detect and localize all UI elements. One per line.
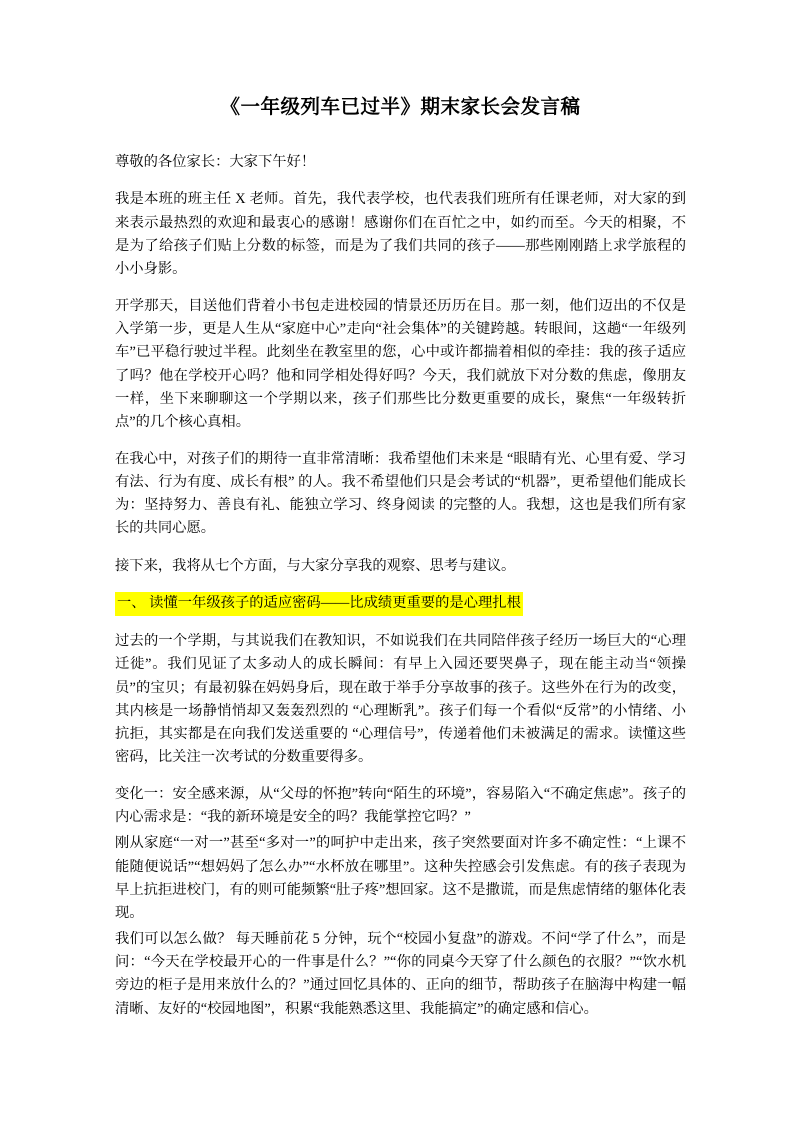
- paragraph-change-one-detail: 刚从家庭“一对一”甚至“多对一”的呵护中走出来，孩子突然要面对许多不确定性：“上课不能随便说话”“想妈妈了怎么办”“水杯放在哪里”。这种失控感会引发焦虑。有的孩子表现为早上抗拒进校门，有的则可能频繁“肚子疼”想回家。这不是撒谎，而是焦虑情绪的躯体化表现。: [115, 835, 686, 921]
- page-title: 《一年级列车已过半》期末家长会发言稿: [220, 97, 581, 118]
- paragraph-greeting: 尊敬的各位家长：大家下午好！: [115, 154, 316, 171]
- paragraph-outline: 接下来，我将从七个方面，与大家分享我的观察、思考与建议。: [115, 557, 516, 574]
- paragraph-intro: 我是本班的班主任 X 老师。首先，我代表学校，也代表我们班所有任课老师，对大家的到来表示最热烈的欢迎和最衷心的感谢！感谢你们在百忙之中，如约而至。今天的相聚，不是为了给孩子们贴上分数的标签，而是为了我们共同的孩子——那些刚刚踏上求学旅程的小小身影。: [115, 191, 686, 277]
- sub-block-change-one: [115, 783, 686, 1021]
- paragraph-change-one-title: 变化一：安全感来源，从“父母的怀抱”转向“陌生的环境”，容易陷入“不确定焦虑”。孩子的内心需求是：“我的新环境是安全的吗？我能掌控它吗？”: [115, 786, 686, 826]
- paragraph-semester-review: 开学那天，目送他们背着小书包走进校园的情景还历历在目。那一刻，他们迈出的不仅是入学第一步，更是人生从“家庭中心”走向“社会集体”的关键跨越。转眼间，这趟“一年级列车”已平稳行驶过半程。此刻坐在教室里的您，心中或许都揣着相似的牵挂：我的孩子适应了吗？他在学校开心吗？他和同学相处得好吗？今天，我们就放下对分数的焦虑，像朋友一样，坐下来聊聊这一个学期以来，孩子们那些比分数更重要的成长，聚焦“一年级转折点”的几个核心真相。: [115, 298, 686, 430]
- section-heading-row: [115, 592, 686, 616]
- paragraph-change-one-advice: 我们可以怎么做？ 每天睡前花 5 分钟，玩个“校园小复盘”的游戏。不问“学了什么”，而是问：“今天在学校最开心的一件事是什么？”“你的同桌今天穿了什么颜色的衣服？”“饮水机旁边的柜子是用来放什么的？”通过回忆具体的、正向的细节，帮助孩子在脑海中构建一幅清晰、友好的“校园地图”，积累“我能熟悉这里、我能搞定”的确定感和信心。: [115, 931, 686, 1017]
- paragraph-psych-migration: 过去的一个学期，与其说我们在教知识，不如说我们在共同陪伴孩子经历一场巨大的“心理迁徙”。我们见证了太多动人的成长瞬间：有早上入园还要哭鼻子，现在能主动当“领操员”的宝贝；有最初躲在妈妈身后，现在敢于举手分享故事的孩子。这些外在行为的改变，其内核是一场静悄悄却又轰轰烈烈的 “心理断乳”。孩子们每一个看似“反常”的小情绪、小抗拒，其实都是在向我们发送重要的 “心理信号”，传递着他们未被满足的需求。读懂这些密码，比关注一次考试的分数重要得多。: [115, 633, 686, 766]
- section-heading-1: 一、 读懂一年级孩子的适应密码——比成绩更重要的是心理扎根: [115, 592, 523, 616]
- paragraph-expectations: 在我心中，对孩子们的期待一直非常清晰：我希望他们未来是 “眼睛有光、心里有爱、学习有法、行为有度、成长有根” 的人。我不希望他们只是会考试的“机器”，更希望他们能成长为：坚持努力、善良有礼、能独立学习、终身阅读 的完整的人。我想，这也是我们所有家长的共同心愿。: [115, 451, 686, 537]
